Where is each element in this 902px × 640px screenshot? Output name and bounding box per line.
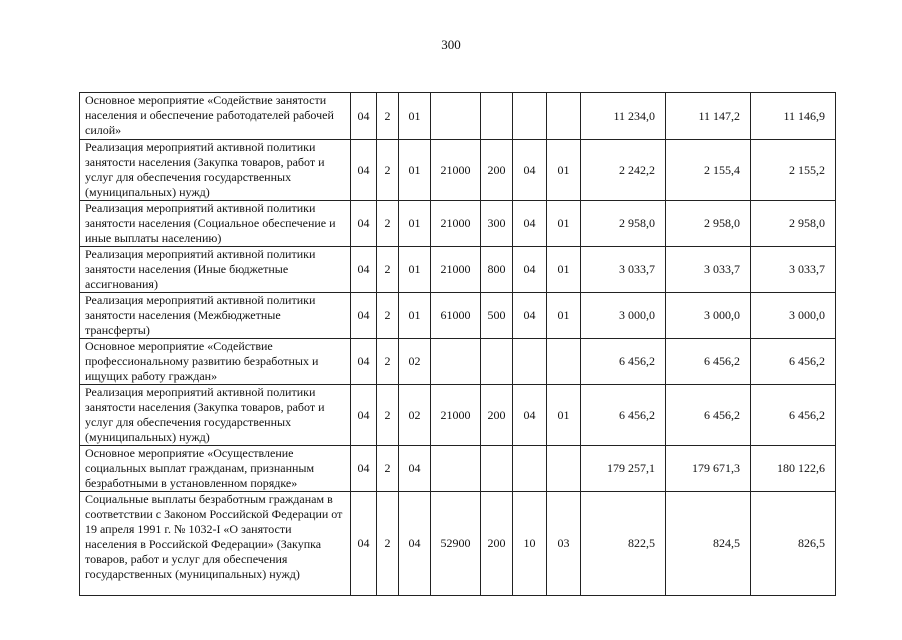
amount-year-2: 11 147,2 [666,93,751,140]
code-event: 01 [399,247,431,293]
row-name: Основное мероприятие «Содействие профессиональному развитию безработных и ищущих работу граждан» [80,339,351,385]
code-subdivision [547,93,581,140]
amount-year-3: 180 122,6 [751,446,836,492]
code-program: 2 [377,201,399,247]
code-section: 04 [351,247,377,293]
code-direction: 52900 [431,492,481,596]
code-expense-type [481,339,513,385]
table-row [80,293,836,339]
code-event: 01 [399,93,431,140]
code-program: 2 [377,93,399,140]
code-subdivision: 01 [547,140,581,201]
code-direction [431,93,481,140]
table-row [80,247,836,293]
row-name: Реализация мероприятий активной политики занятости населения (Межбюджетные трансферты) [80,293,351,339]
code-subdivision [547,339,581,385]
amount-year-2: 6 456,2 [666,385,751,446]
table-row [80,93,836,140]
code-direction [431,339,481,385]
code-section: 04 [351,293,377,339]
table-row [80,201,836,247]
code-division [513,339,547,385]
code-program: 2 [377,385,399,446]
code-program: 2 [377,339,399,385]
table-row [80,385,836,446]
row-name: Реализация мероприятий активной политики занятости населения (Закупка товаров, работ и услуг для обеспечения государственных (муниципальных) нужд) [80,385,351,446]
code-division: 04 [513,293,547,339]
code-direction: 21000 [431,385,481,446]
code-event: 01 [399,140,431,201]
code-subdivision: 01 [547,201,581,247]
code-subdivision: 01 [547,293,581,339]
amount-year-3: 6 456,2 [751,385,836,446]
code-program: 2 [377,492,399,596]
row-name: Реализация мероприятий активной политики занятости населения (Социальное обеспечение и иные выплаты населению) [80,201,351,247]
code-section: 04 [351,201,377,247]
code-expense-type [481,93,513,140]
amount-year-2: 3 033,7 [666,247,751,293]
amount-year-3: 826,5 [751,492,836,596]
code-division: 04 [513,140,547,201]
code-section: 04 [351,140,377,201]
amount-year-2: 2 155,4 [666,140,751,201]
code-direction: 21000 [431,247,481,293]
code-program: 2 [377,293,399,339]
amount-year-2: 3 000,0 [666,293,751,339]
code-direction: 21000 [431,140,481,201]
code-event: 02 [399,385,431,446]
code-subdivision: 01 [547,247,581,293]
code-division [513,93,547,140]
amount-year-1: 6 456,2 [581,385,666,446]
row-name: Реализация мероприятий активной политики занятости населения (Иные бюджетные ассигнования) [80,247,351,293]
budget-table [79,92,836,596]
row-name: Основное мероприятие «Содействие занятости населения и обеспечение работодателей рабочей силой» [80,93,351,140]
code-subdivision [547,446,581,492]
amount-year-3: 2 155,2 [751,140,836,201]
code-expense-type: 500 [481,293,513,339]
amount-year-3: 3 000,0 [751,293,836,339]
code-division: 04 [513,247,547,293]
code-section: 04 [351,385,377,446]
row-name: Реализация мероприятий активной политики занятости населения (Закупка товаров, работ и услуг для обеспечения государственных (муниципальных) нужд) [80,140,351,201]
table-row [80,492,836,596]
table-row [80,339,836,385]
table-row [80,140,836,201]
amount-year-2: 824,5 [666,492,751,596]
amount-year-1: 3 033,7 [581,247,666,293]
amount-year-1: 822,5 [581,492,666,596]
code-program: 2 [377,140,399,201]
amount-year-2: 2 958,0 [666,201,751,247]
code-program: 2 [377,247,399,293]
code-division: 04 [513,201,547,247]
code-section: 04 [351,492,377,596]
table-row [80,446,836,492]
code-expense-type: 300 [481,201,513,247]
code-event: 04 [399,492,431,596]
amount-year-3: 3 033,7 [751,247,836,293]
code-direction: 61000 [431,293,481,339]
amount-year-1: 3 000,0 [581,293,666,339]
amount-year-1: 2 242,2 [581,140,666,201]
code-section: 04 [351,339,377,385]
code-event: 02 [399,339,431,385]
code-expense-type: 800 [481,247,513,293]
code-expense-type [481,446,513,492]
code-program: 2 [377,446,399,492]
amount-year-1: 6 456,2 [581,339,666,385]
code-subdivision: 03 [547,492,581,596]
code-direction [431,446,481,492]
amount-year-1: 11 234,0 [581,93,666,140]
code-subdivision: 01 [547,385,581,446]
code-event: 04 [399,446,431,492]
code-section: 04 [351,93,377,140]
code-direction: 21000 [431,201,481,247]
amount-year-3: 11 146,9 [751,93,836,140]
amount-year-2: 6 456,2 [666,339,751,385]
code-division: 04 [513,385,547,446]
amount-year-1: 2 958,0 [581,201,666,247]
row-name: Основное мероприятие «Осуществление социальных выплат гражданам, признанным безработными в установленном порядке» [80,446,351,492]
code-section: 04 [351,446,377,492]
code-expense-type: 200 [481,385,513,446]
amount-year-3: 6 456,2 [751,339,836,385]
code-expense-type: 200 [481,492,513,596]
code-division [513,446,547,492]
code-event: 01 [399,293,431,339]
code-expense-type: 200 [481,140,513,201]
amount-year-1: 179 257,1 [581,446,666,492]
code-division: 10 [513,492,547,596]
amount-year-2: 179 671,3 [666,446,751,492]
code-event: 01 [399,201,431,247]
row-name: Социальные выплаты безработным гражданам в соответствии с Законом Российской Федерации от 19 апреля 1991 г. № 1032-I «О занятости населения в Российской Федерации» (Закупка товаров, работ и услуг для обеспечения государственных (муниципальных) нужд) [80,492,351,596]
page-number: 300 [441,37,461,52]
amount-year-3: 2 958,0 [751,201,836,247]
